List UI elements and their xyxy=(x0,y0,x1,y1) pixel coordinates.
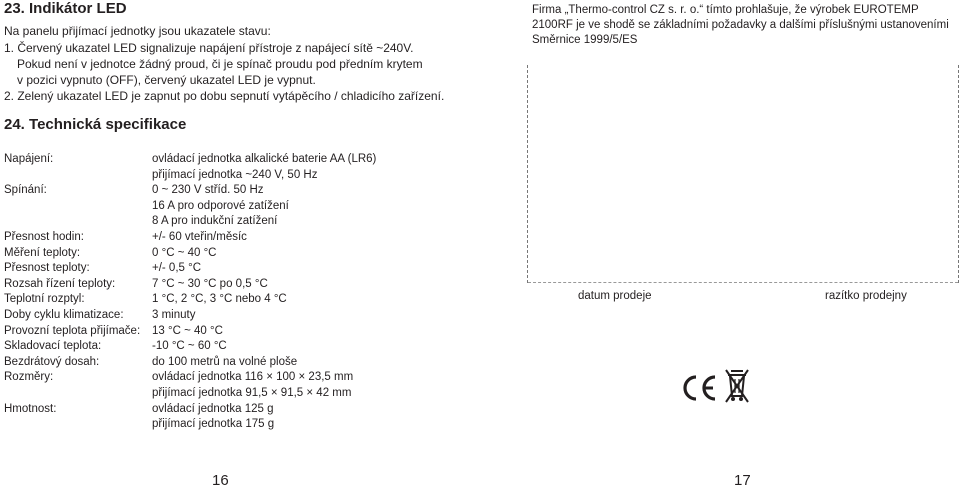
section-23-title: 23. Indikátor LED xyxy=(4,0,127,17)
page-number-left: 16 xyxy=(212,472,229,489)
spec-value: ovládací jednotka 116 × 100 × 23,5 mm xyxy=(152,371,354,384)
date-of-sale-label: datum prodeje xyxy=(578,290,652,302)
stamp-box-right-border xyxy=(958,65,959,283)
spec-label: Rozsah řízení teploty: xyxy=(4,277,116,290)
spec-label: Skladovací teplota: xyxy=(4,340,102,353)
spec-value: přijímací jednotka 175 g xyxy=(152,418,275,431)
spec-value: přijímací jednotka 91,5 × 91,5 × 42 mm xyxy=(152,387,352,399)
section-23-line: 2. Zelený ukazatel LED je zapnut po dobu sepnutí vytápěcího / chladicího zařízení. xyxy=(4,89,445,103)
section-24-title: 24. Technická specifikace xyxy=(4,116,187,133)
spec-value: 16 A pro odporové zatížení xyxy=(152,199,289,212)
spec-label: Teplotní rozptyl: xyxy=(4,293,85,306)
section-23-line: 1. Červený ukazatel LED signalizuje napájení přístroje z napájecí sítě ~240V. xyxy=(4,41,414,55)
spec-label: Doby cyklu klimatizace: xyxy=(4,309,124,321)
section-23-line: v pozici vypnuto (OFF), červený ukazatel LED je vypnut. xyxy=(17,73,316,87)
declaration-line: 2100RF je ve shodě se základními požadavky a dalšími příslušnými ustanoveními xyxy=(532,19,949,31)
spec-label: Provozní teplota přijímače: xyxy=(4,324,141,337)
weee-bin-icon xyxy=(724,368,750,404)
stamp-box-bottom-border xyxy=(528,282,958,283)
spec-value: ovládací jednotka alkalické baterie AA (LR6) xyxy=(152,153,377,165)
spec-value: 7 °C ~ 30 °C po 0,5 °C xyxy=(152,277,268,290)
spec-value: 3 minuty xyxy=(152,309,196,321)
spec-value: ovládací jednotka 125 g xyxy=(152,402,274,415)
spec-value: 0 °C ~ 40 °C xyxy=(152,246,217,259)
page-number-right: 17 xyxy=(734,472,751,489)
spec-label: Rozměry: xyxy=(4,371,54,384)
spec-label: Přesnost hodin: xyxy=(4,231,84,243)
declaration-line: Firma „Thermo-control CZ s. r. o.“ tímto prohlašuje, že výrobek EUROTEMP xyxy=(532,4,919,16)
declaration-line: Směrnice 1999/5/ES xyxy=(532,34,638,46)
ce-mark-icon xyxy=(680,374,720,402)
spec-value: +/- 0,5 °C xyxy=(152,262,202,275)
spec-table xyxy=(0,152,470,442)
shop-stamp-label: razítko prodejny xyxy=(825,290,907,302)
section-23-line: Pokud není v jednotce žádný proud, či je spínač proudu pod předním krytem xyxy=(17,57,423,71)
spec-label: Bezdrátový dosah: xyxy=(4,355,100,368)
spec-value: 13 °C ~ 40 °C xyxy=(152,324,223,337)
spec-label: Hmotnost: xyxy=(4,402,57,415)
section-23-line: Na panelu přijímací jednotky jsou ukazatele stavu: xyxy=(4,24,271,38)
spec-label: Spínání: xyxy=(4,184,47,197)
spec-value: 0 ~ 230 V stříd. 50 Hz xyxy=(152,184,264,197)
spec-value: 1 °C, 2 °C, 3 °C nebo 4 °C xyxy=(152,293,287,306)
spec-value: +/- 60 vteřin/měsíc xyxy=(152,231,247,243)
spec-label: Napájení: xyxy=(4,153,54,165)
spec-value: 8 A pro indukční zatížení xyxy=(152,215,278,228)
spec-value: přijímací jednotka ~240 V, 50 Hz xyxy=(152,168,318,181)
spec-value: -10 °C ~ 60 °C xyxy=(152,340,227,353)
spec-label: Měření teploty: xyxy=(4,246,81,259)
spec-label: Přesnost teploty: xyxy=(4,262,90,275)
stamp-box-left-border xyxy=(527,65,528,283)
spec-value: do 100 metrů na volné ploše xyxy=(152,355,298,368)
